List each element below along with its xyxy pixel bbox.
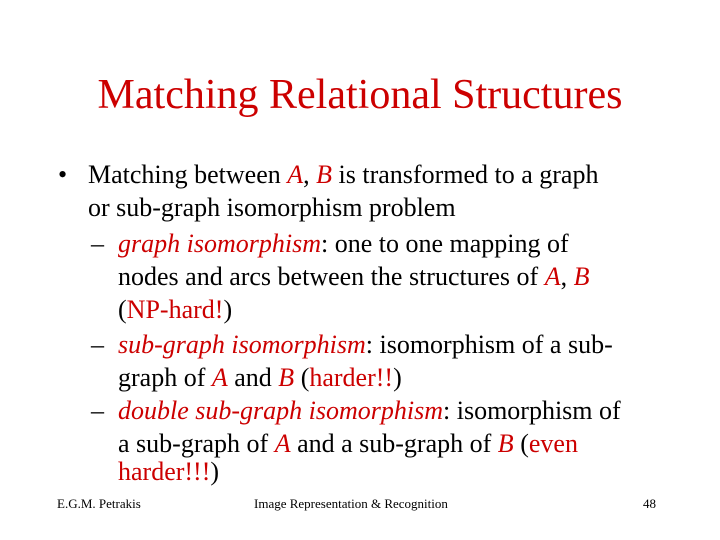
variable-b: B <box>278 363 295 392</box>
variable-b: B <box>573 262 590 291</box>
text-fragment: and <box>227 363 279 392</box>
text-fragment: ) <box>393 363 402 392</box>
text-fragment: , <box>560 262 574 291</box>
text-fragment: a sub-graph of <box>118 429 275 458</box>
text-fragment: ) <box>223 295 233 324</box>
text-fragment: is transformed to a graph <box>332 160 599 189</box>
footer-author: E.G.M. Petrakis <box>57 496 141 511</box>
text-fragment: , <box>303 160 317 189</box>
text-fragment: : isomorphism of <box>443 396 621 425</box>
dash-marker: – <box>91 330 104 359</box>
term-graph-isomorphism: graph isomorphism <box>118 229 321 258</box>
sub2-line-1 <box>118 328 613 361</box>
text-fragment: ) <box>210 457 220 486</box>
footer-page-number: 48 <box>643 496 656 511</box>
variable-a: A <box>287 160 304 189</box>
text-fragment: Matching between <box>88 160 288 189</box>
sub1-line-1 <box>118 227 569 260</box>
bullet-line-2: or sub-graph isomorphism problem <box>88 193 456 222</box>
slide-title: Matching Relational Structures <box>97 72 623 118</box>
text-fragment: : one to one mapping of <box>320 229 569 258</box>
note-even: even <box>528 429 578 458</box>
note-harder-3: harder!!! <box>118 457 211 486</box>
sub3-line-3 <box>118 455 219 488</box>
variable-a: A <box>544 262 561 291</box>
dash-marker: – <box>91 229 104 258</box>
text-fragment: nodes and arcs between the structures of <box>118 262 545 291</box>
text-fragment: ( <box>294 363 310 392</box>
term-double-sub-graph-isomorphism: double sub-graph isomorphism <box>118 396 444 425</box>
text-fragment: ( <box>513 429 529 458</box>
sub1-line-2 <box>118 260 589 293</box>
note-harder: harder!! <box>309 363 394 392</box>
text-fragment: graph of <box>118 363 212 392</box>
variable-b: B <box>497 429 514 458</box>
text-fragment: and a sub-graph of <box>290 429 498 458</box>
sub3-line-1 <box>118 394 621 427</box>
variable-b: B <box>316 160 333 189</box>
footer-course: Image Representation & Recognition <box>254 496 448 511</box>
text-fragment: ( <box>118 295 127 324</box>
variable-a: A <box>274 429 291 458</box>
bullet-marker: • <box>58 160 68 189</box>
bullet-line-1 <box>88 158 598 191</box>
variable-a: A <box>211 363 228 392</box>
term-sub-graph-isomorphism: sub-graph isomorphism <box>118 330 366 359</box>
sub2-line-2 <box>118 361 402 394</box>
dash-marker: – <box>91 396 104 425</box>
sub1-line-3 <box>118 293 232 326</box>
text-fragment: : isomorphism of a sub- <box>365 330 613 359</box>
note-np-hard: NP-hard! <box>126 295 224 324</box>
